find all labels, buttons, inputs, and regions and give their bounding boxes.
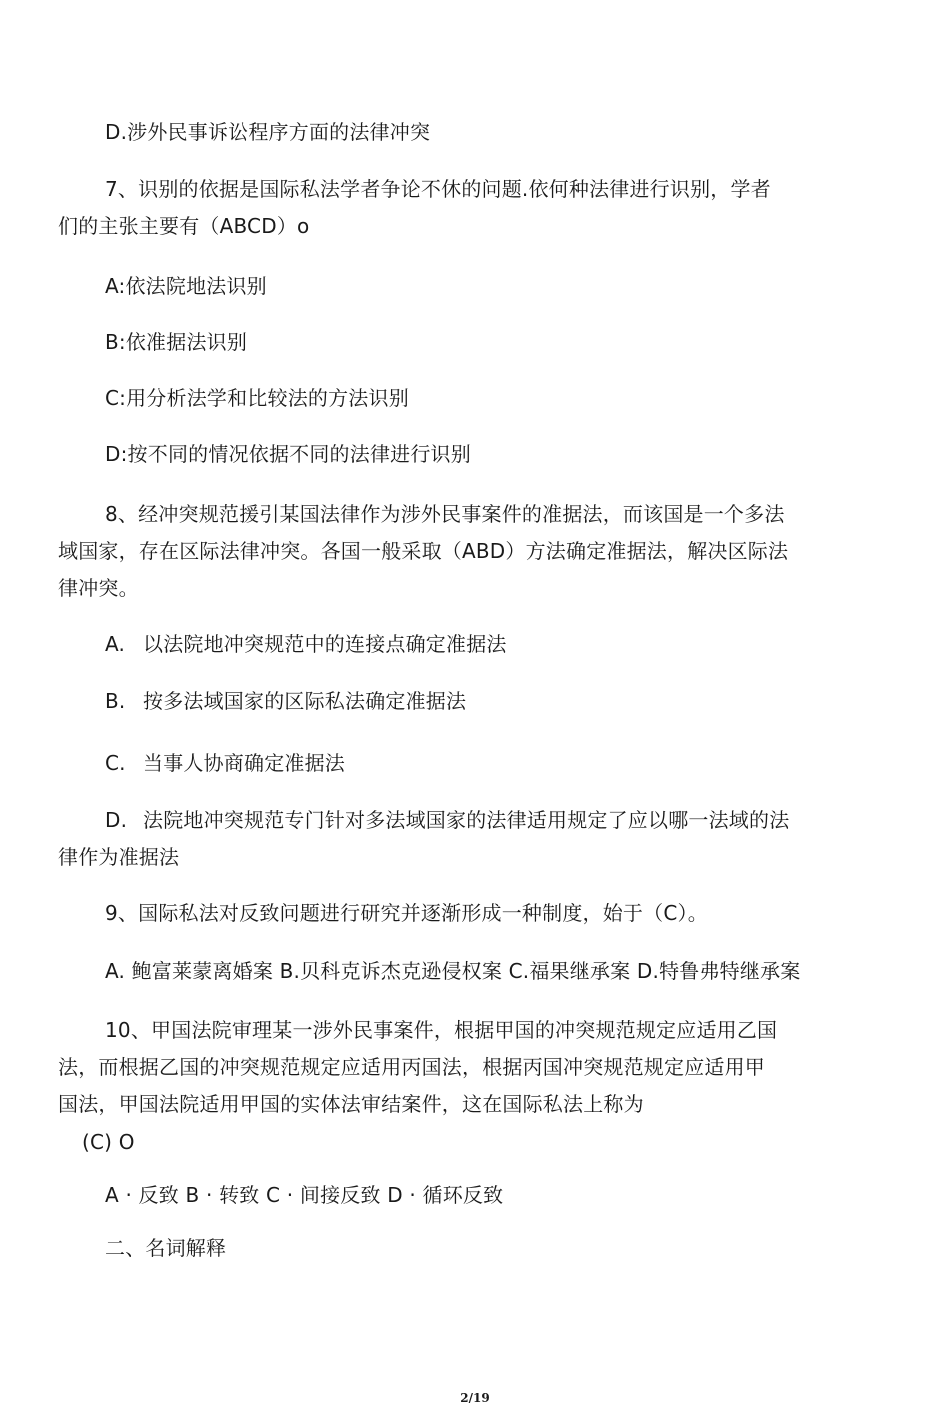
option-text: 当事人协商确定准据法 bbox=[143, 751, 345, 775]
q7-option-a: A:依法院地法识别 bbox=[105, 274, 267, 298]
option-text: 法院地冲突规范专门针对多法域国家的法律适用规定了应以哪一法域的法 bbox=[143, 808, 790, 832]
option-label: D. bbox=[105, 808, 128, 832]
q9-options: A. 鲍富莱蒙离婚案 B.贝科克诉杰克逊侵权案 C.福果继承案 D.特鲁弗特继承案 bbox=[105, 959, 801, 983]
question-10-line-3: 国法，甲国法院适用甲国的实体法审结案件，这在国际私法上称为 bbox=[58, 1092, 644, 1116]
question-10-line-2: 法，而根据乙国的冲突规范规定应适用丙国法，根据丙国冲突规范规定应适用甲 bbox=[58, 1055, 765, 1079]
q8-option-a bbox=[105, 626, 507, 662]
question-7-line-1: 7、识别的依据是国际私法学者争论不休的问题.依何种法律进行识别，学者 bbox=[105, 177, 771, 201]
option-label: C. bbox=[105, 751, 126, 775]
q7-option-b: B:依准据法识别 bbox=[105, 330, 248, 354]
question-8-line-3: 律冲突。 bbox=[58, 576, 139, 600]
question-7-line-2: 们的主张主要有（ABCD）o bbox=[58, 214, 310, 238]
option-text: 以法院地冲突规范中的连接点确定准据法 bbox=[143, 632, 507, 656]
option-label: A. bbox=[105, 632, 126, 656]
q8-option-d-line-1 bbox=[105, 802, 789, 838]
section-heading: 二、名词解释 bbox=[105, 1236, 227, 1260]
page-number: 2/19 bbox=[460, 1391, 490, 1405]
question-10-answer: (C) O bbox=[82, 1130, 135, 1154]
q7-option-c: C:用分析法学和比较法的方法识别 bbox=[105, 386, 409, 410]
question-8-line-1: 8、经冲突规范援引某国法律作为涉外民事案件的准据法，而该国是一个多法 bbox=[105, 502, 785, 526]
q10-options: A · 反致 B · 转致 C · 间接反致 D · 循环反致 bbox=[105, 1183, 504, 1207]
q8-option-c bbox=[105, 745, 345, 781]
text-line: D.涉外民事诉讼程序方面的法律冲突 bbox=[105, 120, 431, 144]
question-9: 9、国际私法对反致问题进行研究并逐渐形成一种制度，始于（C）。 bbox=[105, 901, 708, 925]
question-8-line-2: 域国家，存在区际法律冲突。各国一般采取（ABD）方法确定准据法，解决区际法 bbox=[58, 539, 789, 563]
q8-option-b bbox=[105, 683, 466, 719]
q8-option-d-line-2: 律作为准据法 bbox=[58, 845, 180, 869]
option-text: 按多法域国家的区际私法确定准据法 bbox=[143, 689, 467, 713]
q7-option-d: D:按不同的情况依据不同的法律进行识别 bbox=[105, 442, 471, 466]
question-10-line-1: 10、甲国法院审理某一涉外民事案件，根据甲国的冲突规范规定应适用乙国 bbox=[105, 1018, 778, 1042]
option-label: B. bbox=[105, 689, 126, 713]
